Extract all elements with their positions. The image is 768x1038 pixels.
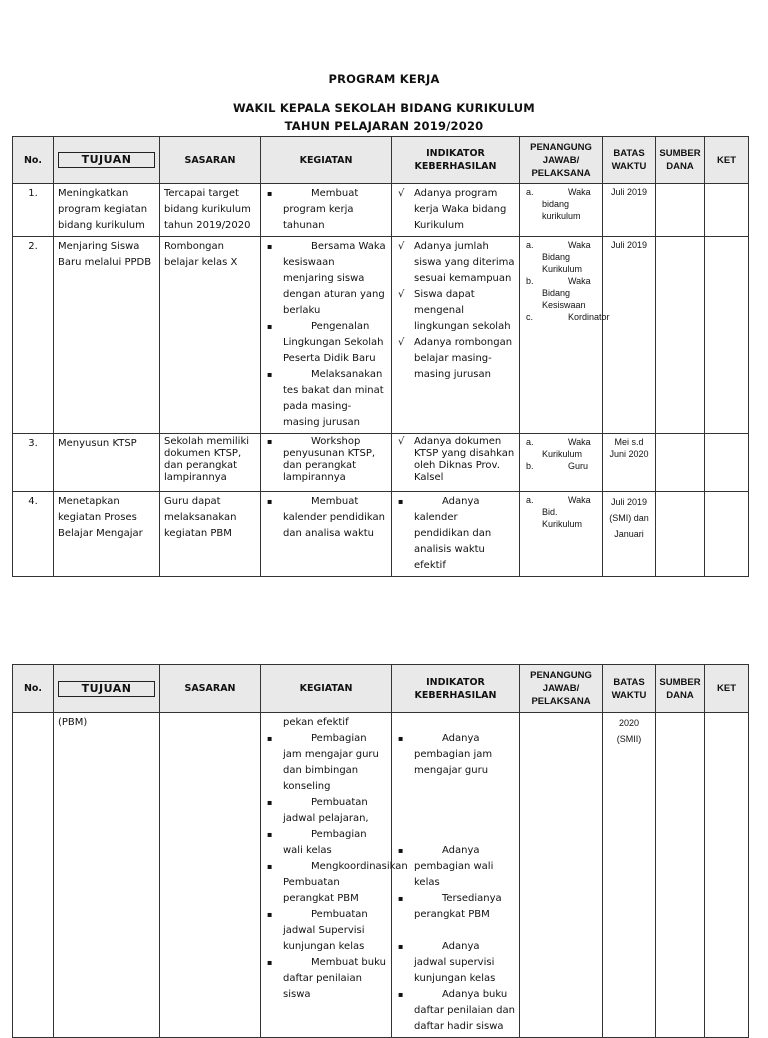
table-row (13, 713, 749, 1038)
pj-text: Guru (568, 461, 589, 471)
kegiatan-text: Membuat program kerja tahunan (283, 188, 359, 231)
row-batas-waktu: Juli 2019 (603, 184, 656, 237)
row-sumber-dana (656, 713, 705, 1038)
header-kegiatan: KEGIATAN (261, 137, 392, 184)
header-indikator-line1: INDIKATOR (426, 676, 485, 688)
checkmark-icon: √ (398, 436, 405, 447)
header-penanggung-jawab (520, 137, 603, 184)
bullet-icon: ▪ (398, 990, 404, 999)
indikator-text: Adanya rombongan belajar masing-masing jurusan (414, 337, 513, 380)
row-ket (705, 184, 749, 237)
pj-item (524, 311, 610, 323)
indikator-item (396, 731, 515, 779)
header-sumber-dana (656, 665, 705, 713)
pj-text: Waka bidang kurikulum (542, 187, 591, 221)
pj-letter: b. (526, 461, 534, 471)
kegiatan-item (265, 827, 387, 859)
header-bw-line2: WAKTU (611, 689, 647, 701)
row-sasaran: Sekolah memiliki dokumen KTSP, dan perangkat lampirannya (160, 434, 261, 492)
header-sasaran: SASARAN (160, 137, 261, 184)
header-indikator-line2: KEBERHASILAN (414, 689, 497, 701)
indikator-item (396, 494, 515, 574)
indikator-item (396, 287, 515, 335)
indikator-item (396, 335, 515, 383)
pj-item (524, 186, 598, 222)
indikator-text: Adanya pembagian wali kelas (414, 845, 494, 888)
row-sasaran (160, 713, 261, 1038)
kegiatan-item (265, 859, 408, 907)
row-sasaran: Tercapai target bidang kurikulum tahun 2019/2020 (160, 184, 261, 237)
indikator-text: Tersedianya perangkat PBM (414, 893, 502, 920)
header-sd-line1: SUMBER (659, 148, 701, 159)
row-sumber-dana (656, 237, 705, 434)
row-ket (705, 713, 749, 1038)
row-batas-waktu: 2020 (SMII) (603, 713, 656, 1038)
bullet-icon: ▪ (267, 497, 273, 506)
row-kegiatan (261, 713, 408, 1038)
header-batas-waktu (603, 137, 656, 184)
indikator-spacer (396, 779, 515, 843)
pj-item (524, 436, 598, 460)
row-penanggung-jawab (520, 713, 603, 1038)
row-batas-waktu: Juli 2019 (603, 237, 656, 434)
row-no: 1. (13, 184, 54, 237)
indikator-text: Adanya kalender pendidikan dan analisis waktu efektif (414, 496, 492, 571)
kegiatan-lead: pekan efektif (283, 717, 349, 728)
checkmark-icon: √ (398, 337, 405, 348)
bullet-icon: ▪ (398, 894, 404, 903)
header-ket: KET (705, 665, 749, 713)
indikator-item (396, 891, 515, 923)
pj-letter: b. (526, 276, 534, 286)
pj-letter: a. (526, 187, 534, 197)
row-kegiatan (261, 434, 392, 492)
row-tujuan: Menyusun KTSP (54, 434, 160, 492)
bullet-icon: ▪ (398, 497, 404, 506)
checkmark-icon: √ (398, 241, 405, 252)
header-indikator-line1: INDIKATOR (426, 148, 485, 159)
header-no: No. (13, 137, 54, 184)
kegiatan-item (265, 731, 387, 795)
row-tujuan: (PBM) (54, 713, 160, 1038)
kegiatan-text: Pengenalan Lingkungan Sekolah Peserta Didik Baru (283, 321, 384, 364)
header-bw-line1: BATAS (613, 148, 645, 159)
kegiatan-text: Pembuatan jadwal Supervisi kunjungan kelas (283, 909, 368, 952)
bullet-icon: ▪ (267, 437, 273, 446)
kegiatan-item (265, 494, 387, 542)
pj-text: Waka Bidang Kurikulum (542, 240, 591, 274)
table-row (13, 184, 749, 237)
bullet-icon: ▪ (398, 846, 404, 855)
kegiatan-item (265, 795, 387, 827)
table-row (13, 237, 749, 434)
header-sasaran: SASARAN (160, 665, 261, 713)
row-ket (705, 492, 749, 577)
header-pj-line2: JAWAB/ (542, 683, 580, 694)
row-sasaran: Rombongan belajar kelas X (160, 237, 261, 434)
bullet-icon: ▪ (267, 734, 273, 743)
indikator-spacer (396, 715, 515, 731)
table-row (13, 434, 749, 492)
header-tujuan-label: TUJUAN (58, 681, 155, 697)
kegiatan-item (265, 319, 387, 367)
row-tujuan: Menetapkan kegiatan Proses Belajar Mengajar (54, 492, 160, 577)
indikator-text: Siswa dapat mengenal lingkungan sekolah (414, 289, 511, 332)
kegiatan-text: Pembagian wali kelas (283, 829, 367, 856)
document-title: PROGRAM KERJA (328, 72, 440, 86)
bullet-icon: ▪ (267, 958, 273, 967)
indikator-item (396, 939, 515, 987)
kegiatan-text: Mengkoordinasikan Pembuatan perangkat PBM (283, 861, 408, 904)
kegiatan-item (265, 239, 387, 319)
kegiatan-text: Melaksanakan tes bakat dan minat pada masing-masing jurusan (283, 369, 384, 428)
indikator-item (396, 987, 515, 1035)
header-no: No. (13, 665, 54, 713)
kegiatan-text: Workshop penyusunan KTSP, dan perangkat lampirannya (283, 436, 376, 483)
pj-letter: a. (526, 495, 534, 505)
kegiatan-text: Membuat buku daftar penilaian siswa (283, 957, 386, 1000)
row-tujuan: Menjaring Siswa Baru melalui PPDB (54, 237, 160, 434)
indikator-item (396, 436, 515, 484)
row-indikator (392, 434, 520, 492)
row-indikator (392, 713, 520, 1038)
bullet-icon: ▪ (398, 942, 404, 951)
indikator-item (396, 239, 515, 287)
row-kegiatan (261, 237, 392, 434)
row-sumber-dana (656, 492, 705, 577)
header-sd-line2: DANA (666, 689, 694, 701)
table-header-row (13, 137, 749, 184)
bullet-icon: ▪ (267, 242, 273, 251)
header-pj-line3: PELAKSANA (531, 696, 591, 707)
header-bw-line1: BATAS (613, 676, 645, 688)
header-pj-line2: JAWAB/ (542, 154, 580, 166)
indikator-text: Adanya jumlah siswa yang diterima sesuai kemampuan (414, 241, 515, 284)
bullet-icon: ▪ (267, 862, 273, 871)
header-tujuan (54, 665, 160, 713)
header-tujuan-label: TUJUAN (58, 152, 155, 168)
indikator-spacer (396, 923, 515, 939)
header-ket: KET (705, 137, 749, 184)
pj-item (524, 494, 598, 530)
bullet-icon: ▪ (267, 798, 273, 807)
row-sasaran: Guru dapat melaksanakan kegiatan PBM (160, 492, 261, 577)
row-kegiatan (261, 492, 392, 577)
program-table-page-2 (12, 664, 749, 1038)
kegiatan-text: Pembagian jam mengajar guru dan bimbingan konseling (283, 733, 379, 792)
kegiatan-item (265, 955, 387, 1003)
kegiatan-text: Bersama Waka kesiswaan menjaring siswa dengan aturan yang berlaku (283, 241, 386, 316)
bullet-icon: ▪ (267, 322, 273, 331)
pj-text: Waka Kurikulum (542, 437, 591, 459)
checkmark-icon: √ (398, 289, 405, 300)
row-indikator (392, 492, 520, 577)
indikator-text: Adanya program kerja Waka bidang Kurikulum (414, 188, 507, 231)
header-indikator (392, 665, 520, 713)
kegiatan-text: Membuat kalender pendidikan dan analisa waktu (283, 496, 385, 539)
header-pj-line1: PENANGUNG (530, 670, 592, 681)
indikator-item (396, 843, 515, 891)
bullet-icon: ▪ (267, 910, 273, 919)
row-penanggung-jawab (520, 184, 603, 237)
pj-letter: a. (526, 240, 534, 250)
header-pj-line3: PELAKSANA (531, 167, 591, 179)
indikator-text: Adanya dokumen KTSP yang disahkan oleh Diknas Prov. Kalsel (414, 436, 515, 483)
header-indikator (392, 137, 520, 184)
row-indikator (392, 184, 520, 237)
row-penanggung-jawab (520, 492, 603, 577)
kegiatan-item (265, 436, 387, 484)
pj-text: Kordinator (568, 312, 610, 322)
header-tujuan (54, 137, 160, 184)
row-no: 3. (13, 434, 54, 492)
pj-letter: a. (526, 437, 534, 447)
row-ket (705, 434, 749, 492)
indikator-text: Adanya buku daftar penilaian dan daftar hadir siswa (414, 989, 515, 1032)
row-ket (705, 237, 749, 434)
document-subtitle: WAKIL KEPALA SEKOLAH BIDANG KURIKULUM (233, 101, 535, 115)
indikator-text: Adanya jadwal supervisi kunjungan kelas (414, 941, 496, 984)
table-header-row (13, 665, 749, 713)
kegiatan-text: Pembuatan jadwal pelajaran, (283, 797, 369, 824)
row-batas-waktu: Juli 2019 (SMI) dan Januari (603, 492, 656, 577)
header-batas-waktu (603, 665, 656, 713)
pj-item (524, 275, 598, 311)
header-pj-line1: PENANGUNG (530, 141, 592, 153)
header-sumber-dana (656, 137, 705, 184)
row-batas-waktu: Mei s.d Juni 2020 (603, 434, 656, 492)
row-tujuan: Meningkatkan program kegiatan bidang kurikulum (54, 184, 160, 237)
bullet-icon: ▪ (267, 189, 273, 198)
pj-item (524, 239, 598, 275)
row-penanggung-jawab (520, 237, 610, 434)
kegiatan-item (265, 907, 387, 955)
kegiatan-item (265, 367, 387, 431)
indikator-item (396, 186, 515, 234)
bullet-icon: ▪ (398, 734, 404, 743)
kegiatan-item (265, 186, 387, 234)
row-no: 2. (13, 237, 54, 434)
row-sumber-dana (656, 434, 705, 492)
row-indikator (392, 237, 520, 434)
row-sumber-dana (656, 184, 705, 237)
row-kegiatan (261, 184, 392, 237)
pj-text: Waka Bidang Kesiswaan (542, 276, 591, 310)
indikator-text: Adanya pembagian jam mengajar guru (414, 733, 493, 776)
header-bw-line2: WAKTU (611, 161, 647, 172)
document-year: TAHUN PELAJARAN 2019/2020 (284, 119, 484, 133)
header-kegiatan: KEGIATAN (261, 665, 392, 713)
pj-item (524, 460, 598, 472)
pj-letter: c. (526, 312, 534, 322)
row-penanggung-jawab (520, 434, 603, 492)
row-no: 4. (13, 492, 54, 577)
bullet-icon: ▪ (267, 370, 273, 379)
program-table-page-1 (12, 136, 749, 577)
pj-text: Waka Bid. Kurikulum (542, 495, 591, 529)
header-sd-line1: SUMBER (659, 676, 701, 688)
header-indikator-line2: KEBERHASILAN (414, 161, 497, 172)
table-row (13, 492, 749, 577)
header-penanggung-jawab (520, 665, 603, 713)
header-sd-line2: DANA (666, 161, 694, 172)
checkmark-icon: √ (398, 188, 405, 199)
row-no (13, 713, 54, 1038)
bullet-icon: ▪ (267, 830, 273, 839)
